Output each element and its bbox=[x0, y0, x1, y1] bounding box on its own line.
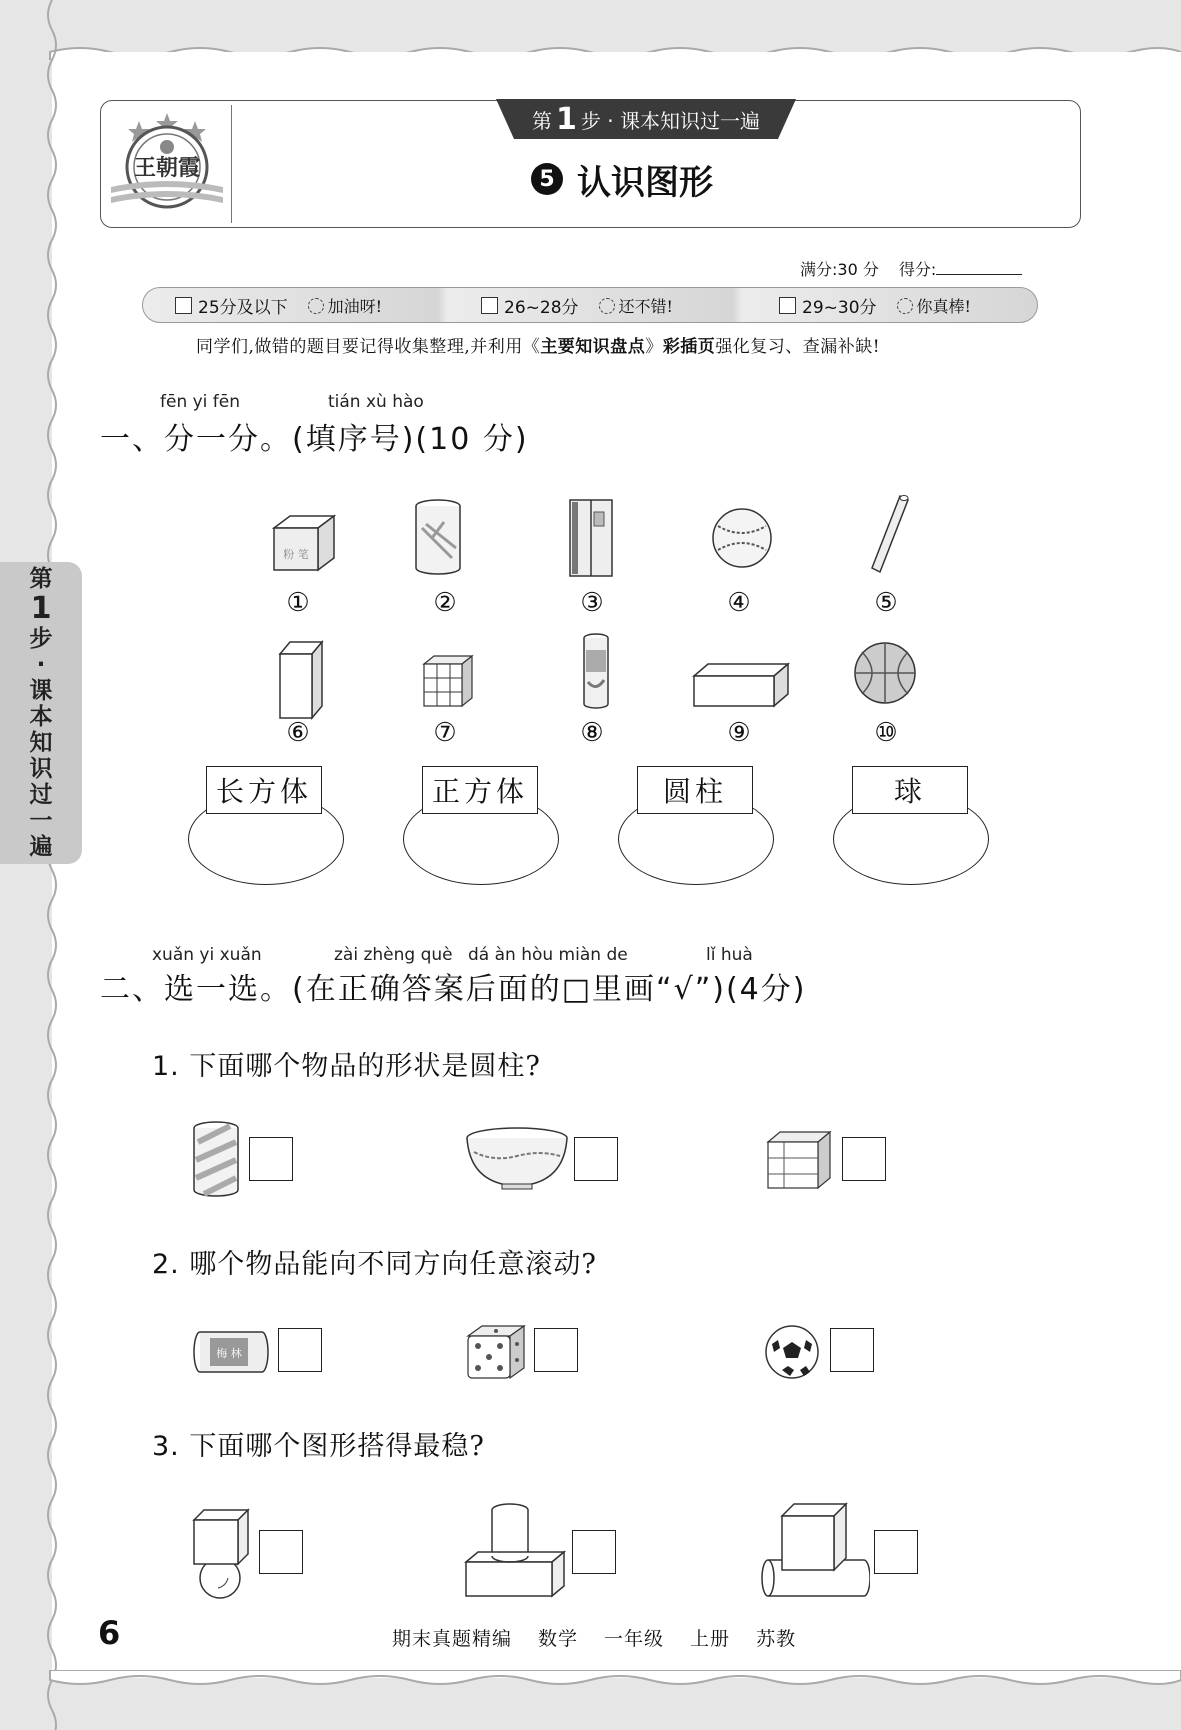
answer-box-q3-c[interactable] bbox=[874, 1530, 918, 1574]
svg-text:王朝霞: 王朝霞 bbox=[133, 155, 201, 181]
reminder-post: 强化复习、查漏补缺! bbox=[715, 337, 881, 357]
rating-range: 25分及以下 bbox=[198, 298, 288, 318]
basketball-icon bbox=[852, 640, 918, 706]
rating-item-low[interactable] bbox=[175, 293, 382, 318]
footer-book: 期末真题精编 bbox=[392, 1628, 513, 1650]
tissue-box-icon bbox=[270, 512, 338, 578]
step-banner bbox=[496, 99, 796, 139]
side-tab-char: 第 bbox=[29, 566, 53, 592]
face-icon bbox=[897, 298, 913, 314]
question-number: 3. bbox=[152, 1431, 180, 1462]
item-label: ⑨ bbox=[727, 718, 751, 748]
rating-checkbox[interactable] bbox=[175, 297, 192, 314]
answer-box-q2-a[interactable] bbox=[278, 1328, 322, 1372]
brand-logo bbox=[111, 109, 223, 217]
question-text: 下面哪个图形搭得最稳? bbox=[189, 1431, 485, 1462]
question-text: 下面哪个物品的形状是圆柱? bbox=[189, 1051, 541, 1082]
section2-pinyin-c: dá àn hòu miàn de bbox=[468, 945, 628, 965]
rating-note: 你真棒! bbox=[916, 297, 971, 316]
answer-box-q2-b[interactable] bbox=[534, 1328, 578, 1372]
answer-box-q3-b[interactable] bbox=[572, 1530, 616, 1574]
question-1 bbox=[152, 1044, 541, 1083]
item-label: ③ bbox=[580, 588, 604, 618]
rating-range: 29~30分 bbox=[802, 298, 877, 318]
footer-subject: 数学 bbox=[538, 1628, 579, 1650]
wavy-border-left bbox=[0, 0, 70, 1730]
rating-checkbox[interactable] bbox=[779, 297, 796, 314]
face-icon bbox=[308, 298, 324, 314]
rating-item-high[interactable] bbox=[779, 293, 971, 318]
item-label: ① bbox=[286, 588, 310, 618]
question-number: 2. bbox=[152, 1249, 180, 1280]
answer-box-q1-a[interactable] bbox=[249, 1137, 293, 1181]
reminder-bold2: 彩插页 bbox=[662, 337, 716, 357]
item-label: ⑥ bbox=[286, 718, 310, 748]
side-tab-char: 过 bbox=[29, 782, 53, 808]
question-2 bbox=[152, 1242, 597, 1281]
unit-title bbox=[531, 157, 831, 201]
wavy-border-bottom bbox=[0, 1670, 1181, 1730]
section2-title: 二、选一选。(在正确答案后面的□里画“√”)(4分) bbox=[100, 972, 807, 1007]
footer-volume: 上册 bbox=[690, 1628, 731, 1650]
side-tab-char: 本 bbox=[29, 704, 53, 730]
side-tab-char: 遍 bbox=[29, 834, 53, 860]
striped-cylinder-icon bbox=[190, 1120, 242, 1200]
cube-on-sphere-icon bbox=[190, 1504, 252, 1600]
full-score-label: 满分:30 分 bbox=[800, 260, 879, 279]
unit-title-text: 认识图形 bbox=[577, 162, 713, 203]
unit-number-badge: 5 bbox=[531, 163, 563, 195]
rating-item-mid[interactable] bbox=[481, 293, 673, 318]
step-prefix: 第 bbox=[532, 108, 553, 133]
bowl-icon bbox=[464, 1126, 570, 1190]
item-label: ⑧ bbox=[580, 718, 604, 748]
refrigerator-icon bbox=[566, 498, 616, 578]
side-tab-char: · bbox=[36, 652, 46, 678]
page-number: 6 bbox=[98, 1614, 121, 1652]
section1-pinyin-b: tián xù hào bbox=[328, 392, 424, 412]
rating-bar bbox=[142, 287, 1038, 323]
question-3 bbox=[152, 1424, 485, 1463]
dice-icon bbox=[466, 1324, 526, 1380]
item-label: ⑤ bbox=[874, 588, 898, 618]
bottle-icon bbox=[580, 632, 612, 712]
cube-on-cylinders-icon bbox=[760, 1500, 870, 1600]
canned-food-icon bbox=[192, 1328, 270, 1376]
side-tab-char: 识 bbox=[29, 756, 53, 782]
side-step-tab bbox=[0, 562, 82, 864]
side-tab-char: 1 bbox=[30, 591, 52, 626]
reminder-mid: 》 bbox=[645, 337, 663, 357]
rating-note: 加油呀! bbox=[327, 297, 383, 316]
item-label: ⑦ bbox=[433, 718, 457, 748]
score-line bbox=[800, 255, 1022, 280]
logo-divider bbox=[231, 105, 232, 223]
cylinder-on-cuboid-icon bbox=[464, 1500, 568, 1600]
rating-checkbox[interactable] bbox=[481, 297, 498, 314]
side-tab-char: 课 bbox=[29, 678, 53, 704]
score-blank[interactable] bbox=[936, 255, 1022, 275]
reminder-bold: 主要知识盘点 bbox=[540, 337, 646, 357]
rating-range: 26~28分 bbox=[504, 298, 579, 318]
answer-box-q1-b[interactable] bbox=[574, 1137, 618, 1181]
section2-pinyin-a: xuǎn yi xuǎn bbox=[152, 945, 262, 965]
step-number: 1 bbox=[556, 101, 577, 137]
brick-icon bbox=[692, 660, 790, 710]
section1-title: 一、分一分。(填序号)(10 分) bbox=[100, 422, 529, 457]
rubik-cube-icon bbox=[422, 654, 474, 708]
answer-box-q3-a[interactable] bbox=[259, 1530, 303, 1574]
cuboid-icon bbox=[278, 640, 326, 720]
reminder-pre: 同学们,做错的题目要记得收集整理,并利用《 bbox=[196, 337, 541, 357]
can-icon bbox=[412, 498, 464, 578]
svg-text:梅 林: 梅 林 bbox=[216, 1347, 242, 1360]
soccer-ball-icon bbox=[764, 1324, 820, 1380]
answer-box-q2-c[interactable] bbox=[830, 1328, 874, 1372]
footer-info bbox=[392, 1624, 796, 1651]
category-label-cylinder: 圆柱 bbox=[637, 766, 753, 814]
footer-grade: 一年级 bbox=[604, 1628, 665, 1650]
face-icon bbox=[599, 298, 615, 314]
item-label: ② bbox=[433, 588, 457, 618]
cube-block-icon bbox=[766, 1130, 832, 1190]
step-suffix: 步 · 课本知识过一遍 bbox=[580, 108, 760, 133]
side-tab-char: 步 bbox=[29, 626, 53, 652]
baseball-icon bbox=[710, 506, 774, 570]
category-label-cuboid: 长方体 bbox=[206, 766, 322, 814]
side-tab-char: 知 bbox=[29, 730, 53, 756]
svg-text:粉 笔: 粉 笔 bbox=[283, 548, 309, 561]
rating-note: 还不错! bbox=[618, 297, 673, 316]
footer-edition: 苏教 bbox=[756, 1628, 797, 1650]
side-tab-char: 一 bbox=[29, 808, 53, 834]
header-box bbox=[100, 100, 1081, 228]
answer-box-q1-c[interactable] bbox=[842, 1137, 886, 1181]
wavy-border-top bbox=[0, 0, 1181, 60]
item-label: ⑩ bbox=[874, 718, 898, 748]
question-number: 1. bbox=[152, 1051, 180, 1082]
category-label-sphere: 球 bbox=[852, 766, 968, 814]
section1-pinyin-a: fēn yi fēn bbox=[160, 392, 241, 412]
reminder-text bbox=[196, 332, 880, 357]
section2-pinyin-d: lǐ huà bbox=[706, 945, 753, 965]
score-label: 得分: bbox=[898, 260, 937, 279]
item-label: ④ bbox=[727, 588, 751, 618]
category-label-cube: 正方体 bbox=[422, 766, 538, 814]
question-text: 哪个物品能向不同方向任意滚动? bbox=[189, 1249, 597, 1280]
stick-icon bbox=[866, 492, 914, 576]
section2-pinyin-b: zài zhèng què bbox=[334, 945, 453, 965]
